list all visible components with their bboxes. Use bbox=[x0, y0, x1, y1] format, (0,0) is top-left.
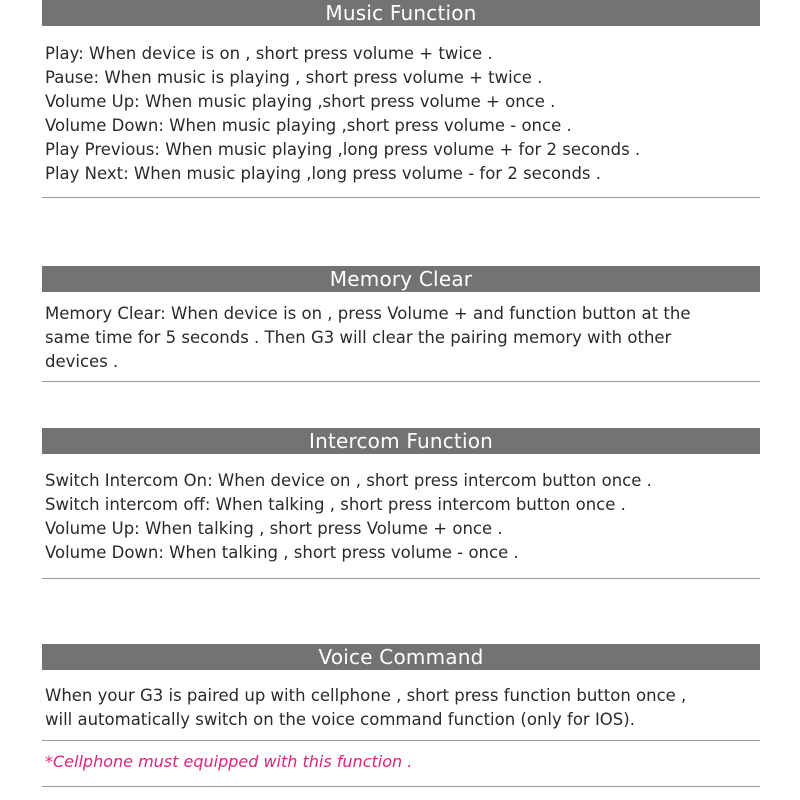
memory-clear-header: Memory Clear bbox=[42, 266, 760, 292]
music-function-body bbox=[42, 26, 760, 186]
intercom-divider bbox=[42, 578, 760, 579]
bottom-divider bbox=[42, 786, 760, 787]
music-line-play-previous: Play Previous: When music playing ,long press volume + for 2 seconds . bbox=[45, 140, 641, 159]
intercom-function-section bbox=[42, 428, 760, 565]
intercom-function-body bbox=[42, 454, 760, 565]
music-line-play: Play: When device is on , short press volume + twice . bbox=[45, 44, 493, 63]
music-divider bbox=[42, 197, 760, 198]
intercom-function-header: Intercom Function bbox=[42, 428, 760, 454]
memory-divider bbox=[42, 381, 760, 382]
intercom-line-volume-down: Volume Down: When talking , short press volume - once . bbox=[45, 543, 519, 562]
memory-clear-section bbox=[42, 266, 760, 374]
music-function-section bbox=[42, 0, 760, 186]
memory-line-3: devices . bbox=[45, 352, 119, 371]
cellphone-note: *Cellphone must equipped with this function . bbox=[45, 752, 413, 771]
memory-line-1: Memory Clear: When device is on , press Volume + and function button at the bbox=[45, 304, 691, 323]
memory-clear-body bbox=[42, 292, 760, 374]
voice-command-section bbox=[42, 644, 760, 732]
voice-line-2: will automatically switch on the voice command function (only for IOS). bbox=[45, 710, 635, 729]
music-line-volume-down: Volume Down: When music playing ,short press volume - once . bbox=[45, 116, 572, 135]
intercom-line-volume-up: Volume Up: When talking , short press Volume + once . bbox=[45, 519, 503, 538]
voice-line-1: When your G3 is paired up with cellphone , short press function button once , bbox=[45, 686, 687, 705]
intercom-line-switch-on: Switch Intercom On: When device on , short press intercom button once . bbox=[45, 471, 652, 490]
music-line-pause: Pause: When music is playing , short press volume + twice . bbox=[45, 68, 543, 87]
music-function-header: Music Function bbox=[42, 0, 760, 26]
voice-command-header: Voice Command bbox=[42, 644, 760, 670]
music-line-play-next: Play Next: When music playing ,long press volume - for 2 seconds . bbox=[45, 164, 602, 183]
voice-divider bbox=[42, 740, 760, 741]
voice-command-body bbox=[42, 670, 760, 732]
intercom-line-switch-off: Switch intercom off: When talking , short press intercom button once . bbox=[45, 495, 626, 514]
music-line-volume-up: Volume Up: When music playing ,short press volume + once . bbox=[45, 92, 556, 111]
memory-line-2: same time for 5 seconds . Then G3 will clear the pairing memory with other bbox=[45, 328, 672, 347]
